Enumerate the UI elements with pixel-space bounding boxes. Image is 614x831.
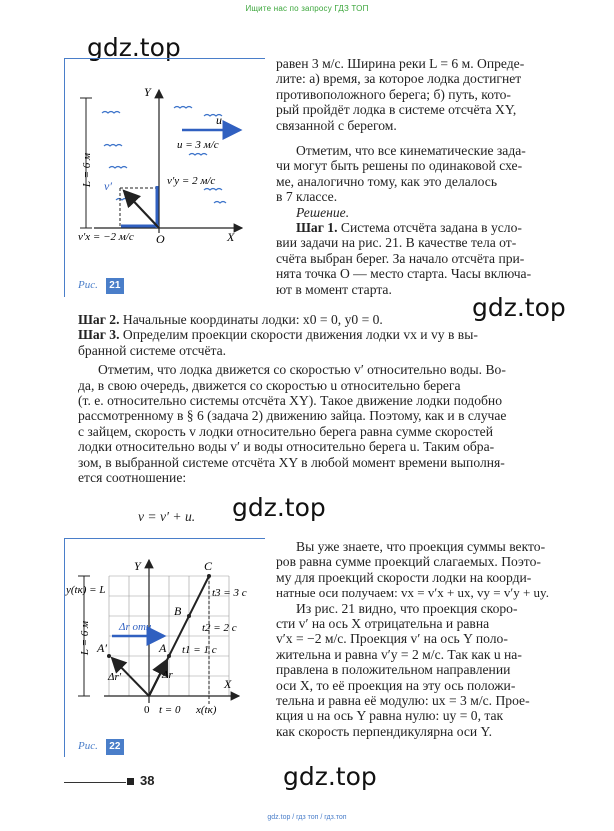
- body-line: рассмотренному в § 6 (задача 2) движению зайца. Поэтому, как и в случае: [78, 408, 507, 424]
- A-label: A: [159, 641, 167, 655]
- text-right-top: [276, 56, 551, 297]
- figure-21: [64, 58, 272, 298]
- C-label: C: [204, 559, 213, 573]
- text-line: кция u на ось Y равна нулю: uy = 0, так: [276, 708, 504, 724]
- text-line: рый пройдёт лодка в системе отсчёта XY,: [276, 102, 517, 118]
- x-axis-label: X: [227, 230, 235, 244]
- step1-line: нята точка O — место старта. Часы включа-: [276, 266, 532, 282]
- text-line: как скорость перпендикулярна оси Y.: [276, 723, 493, 739]
- solution-heading: Решение.: [296, 204, 350, 220]
- L-label: L = 6 м: [81, 152, 93, 188]
- y-axis-label: Y: [134, 559, 141, 573]
- text-line: v′x = −2 м/с. Проекция v′ на ось Y поло-: [276, 631, 508, 647]
- v-prime-vector: [124, 191, 159, 228]
- text-line: ме, аналогично тому, как это делалось: [276, 173, 498, 189]
- B-label: B: [174, 604, 182, 618]
- text-line: Из рис. 21 видно, что проекция скоро-: [296, 600, 518, 616]
- body-line: ется соотношение:: [78, 470, 187, 486]
- t0-label: t = 0: [159, 704, 181, 716]
- origin-label: O: [156, 232, 165, 246]
- text-line: жительна и равна v′y = 2 м/с. Так как u на-: [276, 646, 522, 662]
- watermark: gdz.top: [87, 33, 181, 62]
- text-line: в 7 классе.: [276, 189, 338, 205]
- step3-label: Шаг 3.: [78, 327, 120, 343]
- x-axis-label: X: [224, 677, 232, 691]
- body-line: с зайцем, скорость v лодки относительно берега равна сумме скоростей: [78, 423, 493, 439]
- vx-label: v′x = −2 м/с: [78, 231, 134, 243]
- page-number: 38: [140, 773, 155, 788]
- text-full-width: [78, 312, 551, 485]
- step1-line: ют в момент старта.: [276, 281, 392, 297]
- t1-label: t1 = 1 с: [182, 644, 217, 656]
- step1-label: Шаг 1.: [296, 220, 338, 236]
- body-line: зом, в выбранной системе отсчёта XY в любой момент времени выполня-: [78, 454, 505, 470]
- text-line: связанной с берегом.: [276, 117, 397, 133]
- text-line: Вы уже знаете, что проекция суммы векто-: [296, 539, 546, 554]
- step1-line: счёта выбран берег. За начало отсчёта при-: [276, 250, 525, 266]
- figure-22-caption: [78, 736, 124, 755]
- caption-label: Рис.: [78, 740, 98, 752]
- dr-otn-label: Δr отн: [119, 621, 152, 633]
- body-line: лодки относительно воды v′ и воды относительно берега u. Таким обра-: [78, 439, 495, 455]
- text-line: тельна и равна её модулю: ux = 3 м/с. Прое-: [276, 693, 530, 709]
- watermark: gdz.top: [472, 293, 566, 322]
- water-waves: [102, 107, 226, 204]
- y-axis-label: Y: [144, 85, 151, 99]
- point-B: [187, 614, 191, 618]
- body-line: Отметим, что лодка движется со скоростью v′ относительно воды. Во-: [98, 362, 506, 378]
- point-C: [207, 574, 211, 578]
- step1-line: вии задачи на рис. 21. В качестве тела от-: [276, 235, 517, 251]
- body-line: да, в свою очередь, движется со скоростью u относительно берега: [78, 377, 461, 393]
- caption-number: 21: [106, 278, 124, 294]
- step3-line: Определим проекции скорости движения лодки vx и vy в вы-: [122, 327, 478, 343]
- t2-label: t2 = 2 с: [202, 622, 237, 634]
- page-footer-line: [64, 782, 126, 783]
- vy-label: v′y = 2 м/с: [167, 175, 216, 187]
- A-prime-label: A′: [97, 641, 107, 655]
- text-line: правлена в положительном направлении: [276, 662, 511, 678]
- figure-22: [64, 538, 270, 758]
- t3-label: t3 = 3 с: [212, 587, 247, 599]
- figure-21-caption: [78, 275, 124, 294]
- point-A-prime: [107, 654, 111, 658]
- text-line: ров равна сумме проекций слагаемых. Поэто-: [276, 554, 541, 570]
- watermark: gdz.top: [283, 762, 377, 791]
- watermark: gdz.top: [232, 493, 326, 522]
- dr-prime-label: Δr′: [108, 671, 122, 683]
- point-A: [167, 654, 171, 658]
- text-line: Отметим, что все кинематические зада-: [296, 143, 526, 159]
- caption-number: 22: [106, 739, 124, 755]
- yL-label: y(tк) = L: [66, 584, 106, 596]
- bottom-banner[interactable]: gdz.top / гдз топ / гдз.топ: [267, 814, 347, 821]
- zero-label: 0: [144, 704, 150, 716]
- x-tk-label: x(tк): [196, 704, 217, 716]
- dr-label: Δr: [162, 669, 173, 681]
- text-line: противоположного берега; б) путь, кото-: [276, 86, 511, 102]
- v-prime-label: v′: [104, 179, 112, 193]
- step2-text: Начальные координаты лодки: x0 = 0, y0 = 0.: [122, 312, 383, 327]
- text-line: лите: а) время, за которое лодка достигнет: [276, 71, 522, 87]
- page-footer-square: [127, 778, 134, 785]
- u-value: u = 3 м/с: [177, 139, 219, 151]
- formula: v = v′ + u.: [138, 509, 196, 524]
- body-line: (т. е. относительно системы отсчёта XY). Такое движение лодки подобно: [78, 393, 502, 409]
- step2-label: Шаг 2.: [78, 312, 120, 327]
- text-line: сти v′ на ось X отрицательна и равна: [276, 616, 490, 632]
- L-label: L = 6 м: [79, 620, 91, 656]
- text-line: чи могут быть решены по одинаковой схе-: [276, 158, 523, 174]
- step3-line: бранной системе отсчёта.: [78, 342, 227, 358]
- text-line: натные оси получаем: vx = v′x + ux, vy = v′y + uy.: [276, 585, 549, 601]
- step1-line: Система отсчёта задана в усло-: [340, 220, 522, 236]
- text-line: оси X, то её проекция на эту ось положи-: [276, 677, 516, 693]
- text-line: равен 3 м/с. Ширина реки L = 6 м. Опреде-: [276, 56, 525, 71]
- caption-label: Рис.: [78, 279, 98, 291]
- top-banner[interactable]: Ищите нас по запросу ГДЗ ТОП: [245, 4, 369, 13]
- text-line: му для проекций скорости лодки на коорди-: [276, 569, 532, 585]
- u-vector-label: u: [216, 113, 222, 127]
- text-right-lower: [276, 539, 551, 739]
